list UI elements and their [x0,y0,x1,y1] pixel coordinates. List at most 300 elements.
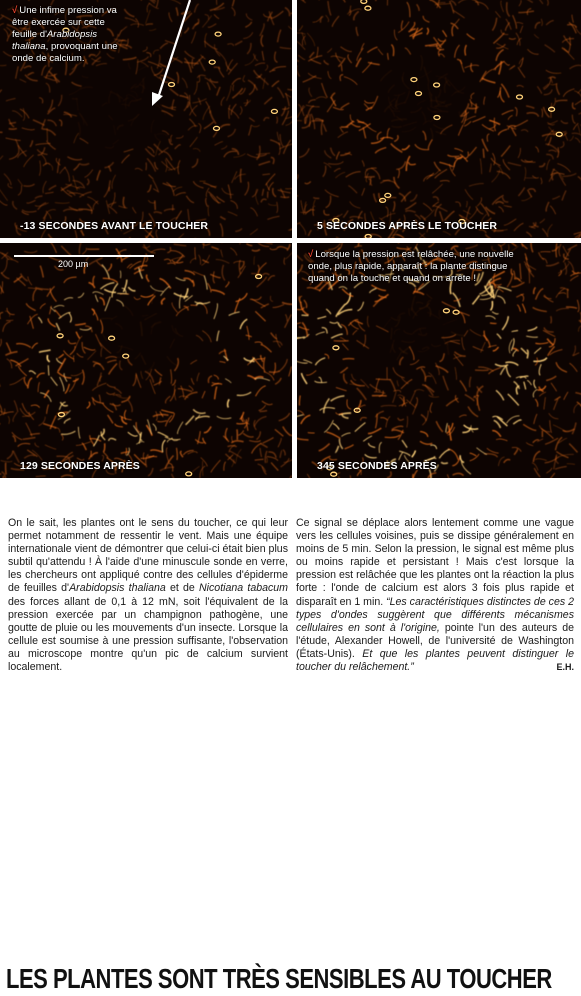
cell-wall [427,28,429,35]
cell-wall [577,300,579,312]
cell-wall [225,282,229,287]
cell-wall [361,379,369,388]
cell-wall [436,132,447,135]
cell-wall [280,450,282,458]
cell-wall [376,326,388,332]
cell-wall [316,97,327,99]
cell-wall [513,350,517,357]
cell-wall [178,422,183,434]
cell-wall [305,181,311,183]
cell-wall [317,316,326,318]
cell-wall [42,129,55,135]
cell-wall [461,462,471,474]
cell-wall [487,134,489,142]
cell-wall [414,292,425,295]
cell-wall [33,289,36,301]
cell-wall [278,438,281,447]
cell-wall [575,27,581,37]
panel-3-time-label: 129 SECONDES APRÈS [20,460,140,472]
cell-wall [1,272,9,278]
cell-wall [208,24,216,28]
cell-wall [365,454,377,457]
cell-wall [7,451,13,460]
cell-wall [433,111,448,112]
cell-wall [0,189,8,201]
stoma [214,126,220,130]
cell-wall [346,172,361,178]
cell-wall [536,289,544,300]
cell-wall [393,201,395,211]
cell-wall [7,308,15,315]
cell-wall [146,53,151,57]
cell-wall [554,399,559,410]
cell-wall [417,100,426,105]
cell-wall [352,374,357,381]
cell-wall [402,145,410,149]
cell-wall [490,164,491,173]
cell-wall [141,371,143,379]
cell-wall [473,346,484,350]
cell-wall [259,405,266,410]
stoma [517,95,523,99]
cell-wall [297,437,309,440]
cell-wall [193,181,203,188]
body-text-2 [296,517,574,674]
cell-wall [135,168,143,170]
cell-wall [541,178,542,184]
cell-wall [484,97,485,105]
cell-wall [560,141,564,147]
cell-wall [240,262,244,270]
cell-wall [246,244,252,246]
cell-wall [297,0,306,3]
cell-wall [546,262,559,265]
cell-wall [31,405,40,408]
cell-wall [160,104,168,108]
body-text-1 [8,517,288,674]
cell-wall [401,21,402,31]
cell-wall [451,332,463,336]
cell-wall [390,379,395,391]
cell-wall [421,415,426,422]
cell-wall [362,160,364,166]
cell-wall [333,423,339,429]
cell-wall [182,78,187,88]
cell-wall [124,149,134,152]
cell-wall [421,55,423,70]
cell-wall [396,161,405,169]
cell-wall [392,126,402,127]
cell-wall [297,66,300,77]
cell-wall [335,172,345,178]
cell-wall [128,287,135,291]
cell-wall [190,137,198,147]
cell-wall [443,30,447,37]
cell-wall [562,191,566,201]
cell-wall [491,158,500,166]
text-run: pointe l'un des auteurs de l'étude, Alexander Howell, de l'université de Washington (États-Unis). [296,622,574,660]
cell-wall [574,404,579,414]
cell-wall [5,352,17,356]
cell-wall [528,327,537,331]
cell-wall [166,182,174,195]
cell-wall [259,243,273,244]
cell-wall [472,117,485,123]
cell-wall [267,216,279,219]
cell-wall [79,113,88,126]
cell-wall [134,297,141,300]
cell-wall [70,346,75,355]
cell-wall [482,78,495,83]
cell-wall [421,368,425,381]
cell-wall [508,243,516,246]
cell-wall [539,364,541,375]
cell-wall [423,131,426,140]
cell-wall [363,436,372,441]
cell-wall [423,16,429,22]
cell-wall [439,162,453,167]
cell-wall [521,130,528,132]
cell-wall [120,361,123,370]
cell-wall [249,125,251,135]
cell-wall [433,197,439,201]
cell-wall [247,43,251,54]
cell-wall [107,360,116,362]
cell-wall [558,263,569,273]
cell-wall [277,247,288,249]
cell-wall [193,271,204,276]
cell-wall [534,348,541,354]
cell-wall [367,126,376,131]
cell-wall [0,62,6,66]
cell-wall [455,352,466,356]
cell-wall [87,402,90,409]
cell-wall [141,322,143,337]
cell-wall [462,337,465,350]
cell-wall [549,413,559,419]
cell-wall [351,123,361,127]
cell-wall [559,293,566,294]
cell-wall [477,395,479,411]
cell-wall [28,277,32,286]
cell-wall [235,228,242,231]
cell-wall [394,329,400,334]
cell-wall [221,146,227,150]
cell-wall [256,265,259,278]
cell-wall [24,377,27,387]
cell-wall [545,45,555,53]
cell-wall [230,451,242,458]
cell-wall [262,467,267,475]
cell-wall [561,121,568,124]
cell-wall [570,273,581,276]
cell-wall [364,104,369,109]
cell-wall [6,98,16,101]
cell-wall [310,59,321,64]
cell-wall [189,386,193,391]
cell-wall [177,72,179,83]
cell-wall [297,307,304,310]
cell-wall [468,108,477,109]
cell-wall [57,358,63,364]
cell-wall [1,260,7,274]
cell-wall [535,343,548,344]
cell-wall [424,67,429,82]
cell-wall [315,358,325,365]
cell-wall [334,169,340,172]
cell-wall [224,462,226,471]
cell-wall [100,318,113,319]
cell-wall [202,391,205,398]
cell-wall [6,320,13,321]
cell-wall [534,34,538,38]
cell-wall [546,21,554,26]
cell-wall [495,11,500,17]
cell-wall [214,14,219,18]
cell-wall [254,256,255,265]
cell-wall [362,188,365,196]
cell-wall [546,468,551,473]
cell-wall [146,454,149,467]
cell-wall [546,154,553,159]
cell-wall [153,415,169,417]
caption-part-1: Une infime pression va être exercée sur cette feuille d' [12,5,117,40]
cell-wall [127,237,130,238]
cell-wall [222,265,225,281]
cell-wall [18,186,22,196]
cell-wall [356,27,358,36]
cell-wall [268,276,275,281]
cell-wall [460,103,468,116]
cell-wall [415,144,429,149]
cell-wall [509,38,516,39]
cell-wall [186,196,194,203]
cell-wall [128,95,138,101]
cell-wall [47,355,50,362]
cell-wall [273,188,276,197]
cell-wall [526,336,538,337]
cell-wall [545,438,558,444]
cell-wall [302,322,307,336]
cell-wall [502,316,508,330]
cell-wall [154,144,163,153]
cell-wall [430,445,436,449]
cell-wall [470,453,477,456]
cell-wall [286,121,292,125]
cell-wall [36,476,46,477]
microscopy-figure [0,0,581,478]
cell-image-2 [297,0,581,238]
cell-wall [460,380,467,391]
cell-wall [227,85,232,100]
cell-wall [109,364,117,375]
cell-wall [176,211,182,220]
cell-wall [398,418,404,420]
cell-wall [512,331,518,332]
cell-wall [97,261,103,267]
cell-wall [367,316,369,327]
cell-wall [0,200,7,205]
cell-wall [139,65,152,71]
cell-wall [302,373,307,384]
cell-wall [100,283,114,290]
cell-wall [210,274,220,278]
cell-wall [275,429,283,436]
cell-wall [120,271,121,279]
cell-wall [261,35,263,47]
cell-wall [176,193,186,196]
cell-wall [472,0,479,5]
cell-wall [255,63,265,66]
cell-wall [556,100,568,101]
cell-wall [469,184,484,187]
cell-wall [237,392,251,395]
cell-wall [192,159,198,168]
cell-wall [394,30,397,41]
cell-wall [177,448,178,460]
cell-wall [457,59,462,64]
cell-wall [155,201,156,210]
cell-wall [258,464,266,472]
cell-wall [47,210,56,213]
cell-wall [115,424,123,427]
cell-wall [441,462,448,463]
cell-wall [137,57,149,63]
cell-wall [78,122,80,136]
text-run: Arabidopsis thaliana [69,582,166,594]
cell-wall [297,251,303,261]
cell-wall [500,243,505,246]
cell-wall [555,467,567,470]
cell-wall [287,86,292,90]
cell-wall [204,122,214,129]
cell-wall [260,411,268,412]
cell-wall [391,328,392,340]
cell-wall [214,303,218,319]
cell-wall [504,460,511,463]
cell-wall [438,49,441,56]
cell-wall [69,378,76,392]
cell-wall [147,362,154,371]
cell-wall [297,120,302,121]
cell-wall [252,189,258,197]
cell-wall [235,41,242,45]
cell-wall [64,277,77,283]
cell-wall [299,26,303,32]
cell-wall [494,420,501,428]
cell-wall [423,209,434,219]
cell-wall [548,346,555,355]
cell-wall [157,134,168,137]
cell-wall [458,0,471,3]
cell-wall [54,305,64,307]
cell-wall [340,75,343,81]
cell-wall [61,431,75,434]
cell-wall [91,453,98,457]
cell-wall [398,395,405,398]
cell-wall [10,378,24,385]
cell-wall [263,438,274,444]
cell-wall [102,103,108,106]
cell-wall [326,432,340,438]
cell-wall [325,150,332,158]
cell-wall [370,288,377,293]
stoma [331,472,337,476]
cell-wall [280,197,289,198]
cell-wall [438,89,441,98]
cell-wall [243,75,245,81]
cell-wall [46,83,50,92]
cell-wall [326,15,329,22]
cell-wall [568,245,577,250]
cell-wall [173,187,182,192]
cell-wall [262,273,269,275]
cell-wall [280,47,291,49]
cell-wall [495,364,508,366]
cell-wall [74,133,79,143]
cell-wall [448,449,458,460]
cell-wall [455,19,460,25]
cell-wall [398,22,409,33]
cell-wall [496,390,504,400]
cell-wall [78,293,84,298]
cell-wall [287,244,290,251]
cell-wall [428,373,436,384]
cell-wall [108,206,117,213]
cell-wall [524,167,526,181]
microscopy-panel-2 [297,0,581,238]
cell-wall [141,295,154,298]
cell-wall [164,152,172,161]
cell-wall [224,151,237,157]
cell-wall [240,169,241,183]
cell-wall [6,343,10,353]
cell-wall [162,298,166,304]
cell-wall [429,395,439,397]
cell-wall [340,367,348,372]
cell-wall [432,184,442,193]
cell-wall [146,24,153,25]
cell-wall [556,84,559,95]
cell-wall [67,157,82,160]
cell-wall [25,0,29,1]
cell-wall [216,259,230,263]
cell-wall [418,82,419,89]
cell-wall [403,122,417,126]
cell-wall [100,298,105,306]
cell-wall [264,97,272,104]
cell-wall [548,137,552,145]
cell-wall [264,118,269,121]
cell-wall [574,231,581,234]
cell-wall [213,130,217,137]
cell-wall [24,155,34,167]
cell-wall [239,260,240,274]
cell-wall [89,258,103,265]
cell-wall [297,411,304,416]
cell-wall [376,379,391,380]
cell-wall [391,45,393,57]
cell-wall [30,140,33,147]
cell-wall [245,22,251,27]
cell-wall [541,19,542,26]
cell-wall [362,62,372,73]
cell-wall [344,77,357,85]
cell-wall [446,423,448,432]
text-run: Et que les plantes peuvent distinguer le toucher du relâchement.” [296,648,574,673]
cell-wall [72,82,82,86]
cell-wall [402,377,409,384]
